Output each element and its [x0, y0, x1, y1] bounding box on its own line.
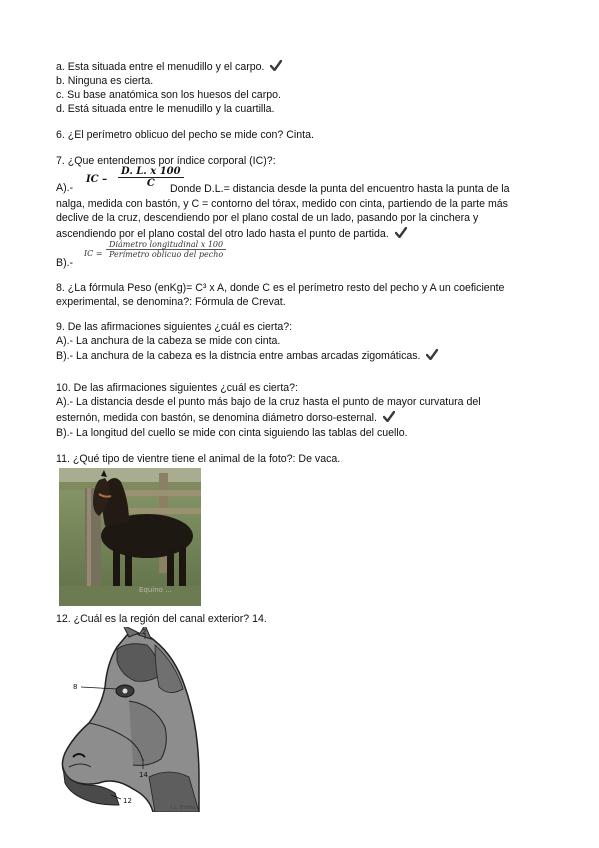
diagram-credit: J.L. Emilio: [171, 805, 196, 811]
question-9-option-b: [56, 349, 438, 363]
checkmark-icon: [426, 349, 438, 360]
formula-a-numerator: D. L. x 100: [118, 166, 184, 178]
formula-b-fraction: [106, 240, 226, 259]
checkmark-icon: [395, 227, 407, 238]
checkmark-icon: [383, 411, 395, 422]
option-b: b. Ninguna es cierta.: [56, 75, 154, 87]
photo-watermark: Equino ...: [139, 586, 172, 594]
question-9-option-a: A).- La anchura de la cabeza se mide con cinta.: [56, 335, 281, 347]
checkmark-icon: [270, 60, 282, 71]
horse-head-diagram-image: [59, 627, 201, 812]
question-10-option-a-line-2-text: esternón, medida con bastón, se denomina diámetro dorso-esternal.: [56, 412, 377, 424]
answer-a-line-2: nalga, medida con bastón, y C = contorno del tórax, medido con cinta, partiendo de la parte más: [56, 198, 508, 210]
diagram-label-12: 12: [123, 797, 132, 805]
option-c: c. Su base anatómica son los huesos del carpo.: [56, 89, 281, 101]
question-10-option-b: B).- La longitud del cuello se mide con cinta siguiendo las tablas del cuello.: [56, 427, 408, 439]
answer-a-prefix: A).-: [56, 182, 74, 194]
question-12: 12. ¿Cuál es la región del canal exterior? 14.: [56, 613, 267, 625]
option-a-text: a. Esta situada entre el menudillo y el carpo.: [56, 61, 265, 73]
option-d: d. Está situada entre le menudillo y la cuartilla.: [56, 103, 275, 115]
formula-b-denominator: Perímetro oblicuo del pecho: [109, 250, 224, 259]
horse-head-diagram: [59, 627, 201, 812]
question-11: 11. ¿Qué tipo de vientre tiene el animal de la foto?: De vaca.: [56, 453, 341, 465]
answer-a-line-4: [56, 227, 407, 241]
question-7-title: 7. ¿Que entendemos por índice corporal (IC)?:: [56, 155, 276, 167]
formula-b-lhs: IC =: [84, 249, 103, 258]
formula-b-numerator: Diámetro longitudinal x 100: [106, 240, 226, 250]
question-6: 6. ¿El perímetro oblicuo del pecho se mide con? Cinta.: [56, 129, 314, 141]
answer-b-prefix: B).-: [56, 257, 74, 269]
question-7-answer-b-formula: [56, 240, 256, 268]
formula-a-denominator: C: [146, 178, 155, 189]
diagram-label-8: 8: [73, 683, 78, 691]
question-10-title: 10. De las afirmaciones siguientes ¿cuál es cierta?:: [56, 382, 299, 394]
diagram-label-2: 2: [142, 628, 147, 636]
question-9-title: 9. De las afirmaciones siguientes ¿cuál es cierta?:: [56, 321, 293, 333]
horse-photo-image: [59, 468, 201, 606]
answer-a-line-4-text: ascendiendo por el plano costal del otro lado hasta el punto de partida.: [56, 228, 389, 240]
option-a: [56, 60, 282, 74]
question-9-option-b-text: B).- La anchura de la cabeza es la distncia entre ambas arcadas zigomáticas.: [56, 350, 421, 362]
question-8-line-2: experimental, se denomina?: Fórmula de Crevat.: [56, 296, 286, 308]
horse-photo: [59, 468, 201, 606]
question-8-line-1: 8. ¿La fórmula Peso (enKg)= C³ x A, donde C es el perímetro resto del pecho y A un coeficiente: [56, 282, 505, 294]
answer-a-line-1: Donde D.L.= distancia desde la punta del encuentro hasta la punta de la: [170, 183, 510, 195]
diagram-label-14: 14: [139, 771, 148, 779]
answer-a-line-3: declive de la cruz, descendiendo por el plano costal de un lado, pasando por la cinchera y: [56, 212, 479, 224]
formula-a-lhs: IC –: [86, 174, 108, 185]
question-10-option-a-line-2: [56, 411, 395, 425]
question-10-option-a-line-1: A).- La distancia desde el punto más bajo de la cruz hasta el punto de mayor curvatura del: [56, 396, 481, 408]
